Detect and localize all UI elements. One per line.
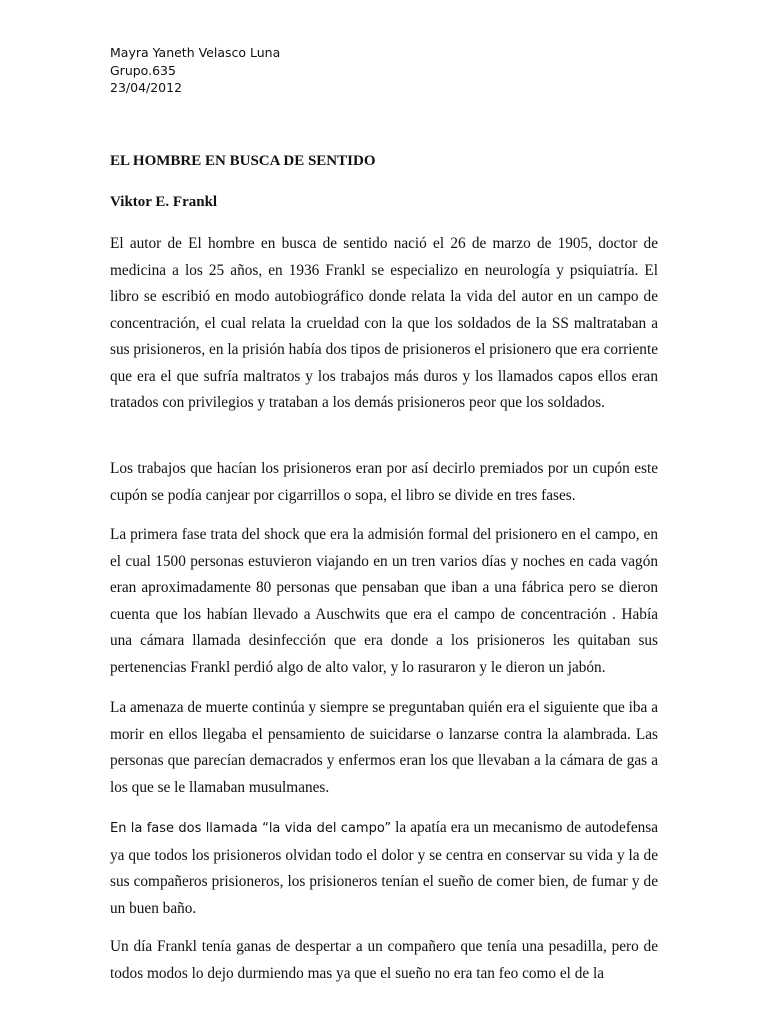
paragraph-4: La amenaza de muerte continúa y siempre se preguntaban quién era el siguiente que iba a morir en ellos llegaba el pensamiento de suicidarse o lanzarse contra la alambrada. Las personas que parecían demacrados y enfermos eran los que llevaban a la cámara de gas a los que se le llamaban musulmanes.	[110, 699, 658, 796]
paragraph-5	[110, 815, 658, 922]
document-title: EL HOMBRE EN BUSCA DE SENTIDO	[110, 153, 376, 169]
document-header	[110, 44, 280, 97]
paragraph-5-lead: En la fase dos llamada “la vida del campo”	[110, 821, 392, 836]
paragraph-6: Un día Frankl tenía ganas de despertar a un compañero que tenía una pesadilla, pero de todos modos lo dejo durmiendo mas ya que el sueño no era tan feo como el de la	[110, 938, 658, 982]
paragraph-5-rest: la apatía era un mecanismo de autodefensa ya que todos los prisioneros olvidan todo el dolor y se centra en conservar su vida y la de sus compañeros prisioneros, los prisioneros tenían el sueño de comer bien, de fumar y de un buen baño.	[110, 819, 659, 917]
document-author: Viktor E. Frankl	[110, 194, 218, 210]
document-date: 23/04/2012	[110, 80, 183, 95]
paragraph-3: La primera fase trata del shock que era la admisión formal del prisionero en el campo, en el cual 1500 personas estuvieron viajando en un tren varios días y noches en cada vagón eran aproximadamente 80 personas que pensaban que iban a una fábrica pero se dieron cuenta que los habían llevado a Auschwits que era el campo de concentración . Había una cámara llamada desinfección que era donde a los prisioneros les quitaban sus pertenencias Frankl perdió algo de alto valor, y lo rasuraron y le dieron un jabón.	[110, 526, 658, 676]
student-name: Mayra Yaneth Velasco Luna	[110, 45, 281, 60]
paragraph-1: El autor de El hombre en busca de sentido nació el 26 de marzo de 1905, doctor de medicina a los 25 años, en 1936 Frankl se especializo en neurología y psiquiatría. El libro se escribió en modo autobiográfico donde relata la vida del autor en un campo de concentración, el cual relata la crueldad con la que los soldados de la SS maltrataban a sus prisioneros, en la prisión había dos tipos de prisioneros el prisionero que era corriente que era el que sufría maltratos y los trabajos más duros y los llamados capos ellos eran tratados con privilegios y trataban a los demás prisioneros peor que los soldados.	[110, 235, 658, 411]
student-group: Grupo.635	[110, 62, 176, 78]
paragraph-2: Los trabajos que hacían los prisioneros eran por así decirlo premiados por un cupón este cupón se podía canjear por cigarrillos o sopa, el libro se divide en tres fases.	[110, 460, 658, 504]
